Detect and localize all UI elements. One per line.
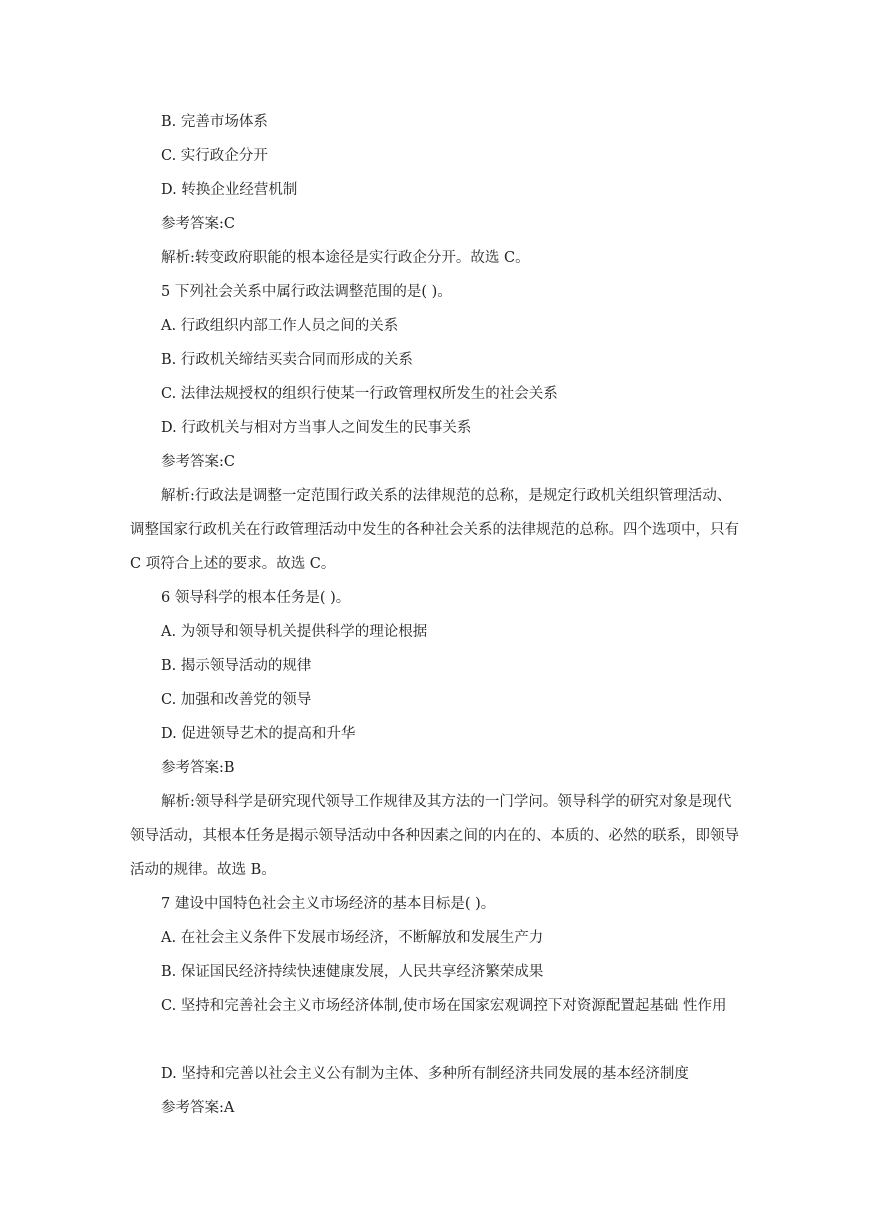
q6-analysis: 解析:领导科学是研究现代领导工作规律及其方法的一门学问。领导科学的研究对象是现代领导活动，其根本任务是揭示领导活动中各种因素之间的内在的、本质的、必然的联系，即领导活动的规律。故选 B。 xyxy=(130,794,739,878)
q5-analysis: 解析:行政法是调整一定范围行政关系的法律规范的总称，是规定行政机关组织管理活动、调整国家行政机关在行政管理活动中发生的各种社会关系的法律规范的总称。四个选项中，只有 C 项符合上述的要求。故选 C。 xyxy=(130,488,739,572)
q7-question: 7 建设中国特色社会主义市场经济的基本目标是( )。 xyxy=(161,896,496,912)
q4-analysis: 解析:转变政府职能的根本途径是实行政企分开。故选 C。 xyxy=(161,250,530,266)
q7-option-d: D. 坚持和完善以社会主义公有制为主体、多种所有制经济共同发展的基本经济制度 xyxy=(161,1066,689,1082)
q6-option-d: D. 促进领导艺术的提高和升华 xyxy=(161,726,356,742)
q6-option-c: C. 加强和改善党的领导 xyxy=(161,692,312,708)
q7-answer: 参考答案:A xyxy=(161,1100,235,1116)
q7-option-c: C. 坚持和完善社会主义市场经济体制,使市场在国家宏观调控下对资源配置起基础 性作用 xyxy=(161,998,727,1014)
q4-answer: 参考答案:C xyxy=(161,216,235,232)
q6-question: 6 领导科学的根本任务是( )。 xyxy=(161,590,351,606)
q4-option-b: B. 完善市场体系 xyxy=(161,114,268,130)
q5-option-a: A. 行政组织内部工作人员之间的关系 xyxy=(161,318,399,334)
q5-option-b: B. 行政机关缔结买卖合同而形成的关系 xyxy=(161,352,413,368)
q7-option-a: A. 在社会主义条件下发展市场经济，不断解放和发展生产力 xyxy=(161,930,544,946)
q7-option-b: B. 保证国民经济持续快速健康发展，人民共享经济繁荣成果 xyxy=(161,964,544,980)
q6-option-b: B. 揭示领导活动的规律 xyxy=(161,658,312,674)
q4-option-c: C. 实行政企分开 xyxy=(161,148,268,164)
q4-option-d: D. 转换企业经营机制 xyxy=(161,182,298,198)
q5-option-c: C. 法律法规授权的组织行使某一行政管理权所发生的社会关系 xyxy=(161,386,558,402)
q6-option-a: A. 为领导和领导机关提供科学的理论根据 xyxy=(161,624,428,640)
q5-answer: 参考答案:C xyxy=(161,454,235,470)
q5-option-d: D. 行政机关与相对方当事人之间发生的民事关系 xyxy=(161,420,472,436)
q5-question: 5 下列社会关系中属行政法调整范围的是( )。 xyxy=(161,284,452,300)
q6-answer: 参考答案:B xyxy=(161,760,235,776)
